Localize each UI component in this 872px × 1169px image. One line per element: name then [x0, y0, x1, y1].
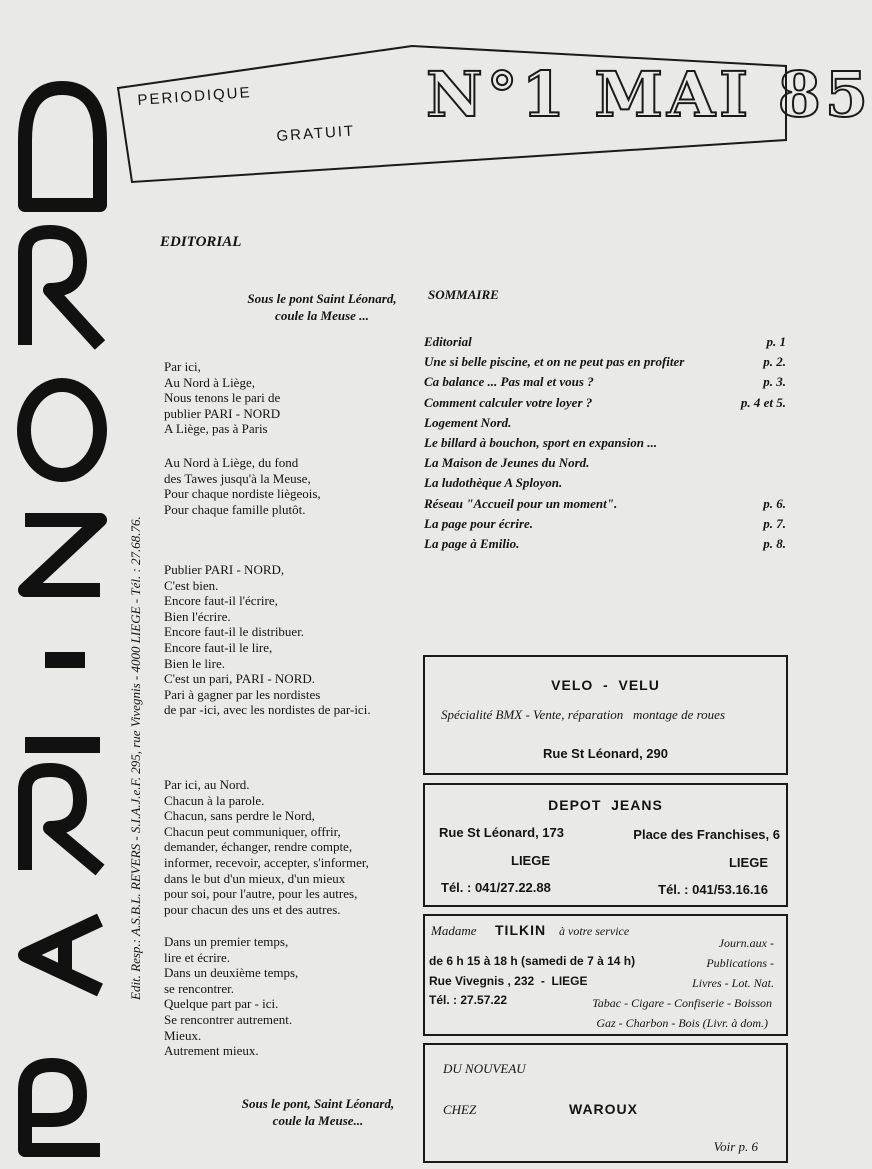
editorial-stanza-1: Par ici, Au Nord à Liège, Nous tenons le pari de publier PARI - NORD A Liège, pas à Paris	[164, 359, 281, 437]
ad-tilkin-journaux: Journ.aux -	[718, 936, 774, 950]
ad-tilkin-tabac: Tabac - Cigare - Confiserie - Boisson	[592, 996, 772, 1010]
ad-tilkin-madame: Madame	[431, 923, 477, 938]
epigraph-top: Sous le pont Saint Léonard, coule la Meuse ...	[247, 291, 397, 323]
ad-waroux-chez: CHEZ	[443, 1102, 477, 1117]
toc-item: La page à Emilio. p. 8.	[424, 535, 786, 551]
ad-depot-city-right: LIEGE	[728, 855, 768, 870]
ad-velo-velu	[423, 655, 788, 775]
ad-tilkin-publications: Publications -	[706, 956, 774, 970]
editorial-stanza-4: Par ici, au Nord. Chacun à la parole. Chacun, sans perdre le Nord, Chacun peut communiquer, offrir, demander, échanger, rendre compte, informer, recevoir, accepter, s'informer, dans le but d'un mieux, d'un mieux pour soi, pour l'autre, pour les autres, pour chacun des uns et des autres.	[164, 777, 369, 917]
ad-depot-name: DEPOT JEANS	[548, 797, 663, 813]
ad-tilkin-livres: Livres - Lot. Nat.	[692, 976, 774, 990]
toc-item: La page pour écrire. p. 7.	[424, 515, 786, 531]
logo-letter-n	[25, 520, 100, 590]
periodique-label: PERIODIQUE	[137, 84, 253, 109]
ad-depot-addr-right: Place des Franchises, 6	[633, 827, 780, 842]
issue-number: N°1 MAI 85	[426, 58, 872, 131]
toc-item: Editorial p. 1	[424, 334, 786, 349]
editorial-stanza-3: Publier PARI - NORD, C'est bien. Encore faut-il l'écrire, Bien l'écrire. Encore faut-il le distribuer. Encore faut-il le lire, Bien le lire. C'est un pari, PARI - NORD. Pari à gagner par les nordistes de par -ici, avec les nordistes de par-ici.	[164, 562, 371, 718]
ad-tilkin-hours: de 6 h 15 à 18 h (samedi de 7 à 14 h)	[429, 954, 636, 968]
ad-tilkin-gaz: Gaz - Charbon - Bois (Livr. à dom.)	[596, 1016, 768, 1030]
logo-letter-p	[25, 1065, 100, 1150]
editorial-stanza-5: Dans un premier temps, lire et écrire. Dans un deuxième temps, se rencontrer. Quelque part par - ici. Se rencontrer autrement. Mieux. Autrement mieux.	[164, 934, 299, 1059]
ad-waroux-name: WAROUX	[569, 1101, 638, 1117]
ad-tilkin-tel: Tél. : 27.57.22	[429, 993, 508, 1007]
logo-letter-r2	[25, 770, 100, 870]
ad-depot-tel-left: Tél. : 041/27.22.88	[441, 880, 551, 895]
ad-tilkin-address: Rue Vivegnis , 232 - LIEGE	[429, 974, 588, 988]
logo-letter-o	[24, 385, 100, 475]
editorial-stanza-2: Au Nord à Liège, du fond des Tawes jusqu'à la Meuse, Pour chaque nordiste liègeois, Pour chaque famille plutôt.	[164, 455, 321, 517]
ad-tilkin	[423, 914, 788, 1036]
epigraph-bottom: Sous le pont, Saint Léonard, coule la Meuse...	[241, 1096, 395, 1128]
toc-item: La Maison de Jeunes du Nord.	[424, 455, 590, 471]
toc-item: Logement Nord.	[424, 414, 512, 430]
ad-waroux	[423, 1043, 788, 1163]
sommaire-heading: SOMMAIRE	[428, 287, 499, 302]
table-of-contents	[424, 334, 786, 556]
ad-waroux-du-nouveau: DU NOUVEAU	[443, 1061, 526, 1076]
ad-waroux-voir: Voir p. 6	[713, 1139, 758, 1154]
ad-velo-address: Rue St Léonard, 290	[543, 746, 668, 761]
ad-tilkin-name: TILKIN	[495, 922, 547, 938]
ad-tilkin-service: à votre service	[559, 924, 630, 938]
toc-item: Réseau "Accueil pour un moment". p. 6.	[424, 495, 786, 511]
ad-depot-jeans	[423, 783, 788, 907]
logo-letter-a	[25, 920, 100, 990]
imprint-text: Edit. Resp.: A.S.B.L. REVERS - S.I.A.J.e.F. 295, rue Vivegnis - 4000 LIEGE - Tél. : 27.68.76.	[128, 516, 143, 1000]
logo-letter-d	[25, 88, 100, 205]
editorial-heading: EDITORIAL	[160, 234, 242, 250]
ad-depot-addr-left: Rue St Léonard, 173	[439, 825, 564, 840]
gratuit-label: GRATUIT	[276, 122, 356, 145]
ad-velo-name: VELO - VELU	[551, 677, 660, 693]
ad-velo-line: Spécialité BMX - Vente, réparation montage de roues	[441, 707, 726, 722]
ad-depot-city-left: LIEGE	[511, 853, 551, 868]
toc-item: Ca balance ... Pas mal et vous ? p. 3.	[424, 374, 786, 390]
toc-item: Comment calculer votre loyer ? p. 4 et 5.	[424, 394, 786, 410]
logo-letter-r1	[25, 232, 100, 345]
toc-item: Le billard à bouchon, sport en expansion ...	[424, 434, 657, 450]
ad-depot-tel-right: Tél. : 041/53.16.16	[658, 882, 768, 897]
toc-item: La ludothèque A Sployon.	[424, 475, 563, 491]
toc-item: Une si belle piscine, et on ne peut pas en profiter p. 2.	[424, 354, 786, 370]
